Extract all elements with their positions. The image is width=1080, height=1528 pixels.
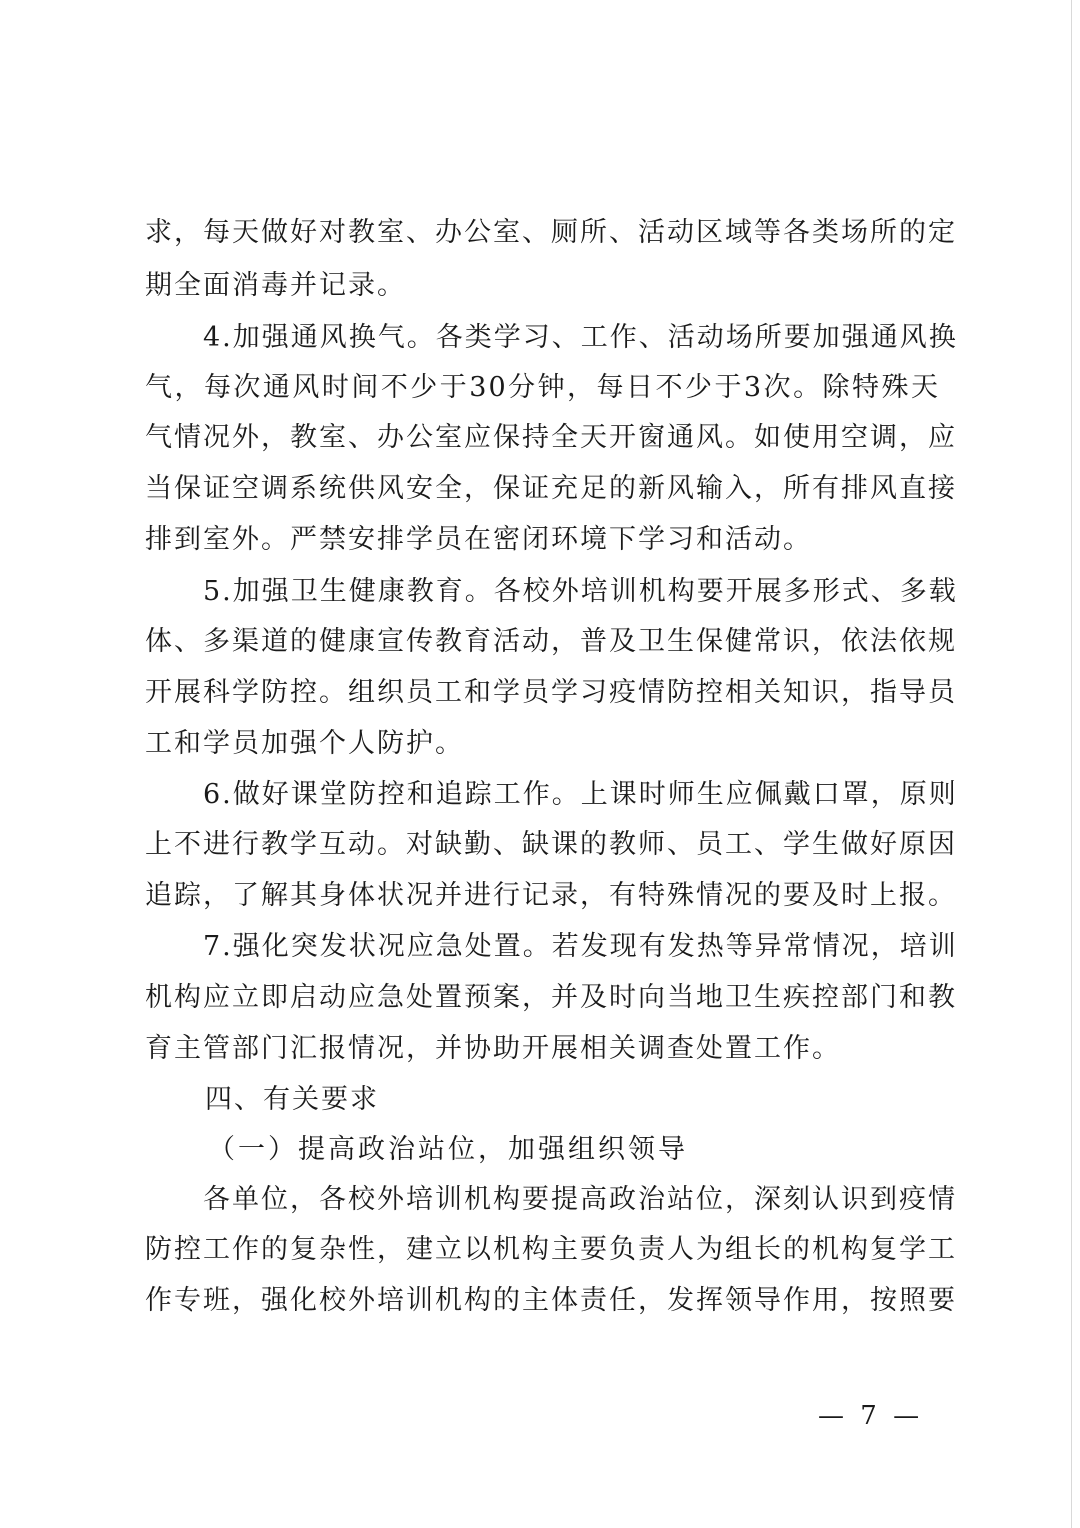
text-line: 排到室外。严禁安排学员在密闭环境下学习和活动。	[145, 524, 812, 555]
page-number: — 7 —	[818, 1401, 924, 1431]
text-line: 气情况外，教室、办公室应保持全天开窗通风。如使用空调，应	[145, 422, 957, 453]
page-edge	[1071, 0, 1072, 1528]
text-line: 作专班，强化校外培训机构的主体责任，发挥领导作用，按照要	[145, 1285, 957, 1316]
subsection-heading: （一）提高政治站位，加强组织领导	[208, 1134, 688, 1165]
text-line: 防控工作的复杂性，建立以机构主要负责人为组长的机构复学工	[145, 1234, 957, 1265]
text-line: 6.做好课堂防控和追踪工作。上课时师生应佩戴口罩，原则	[203, 779, 958, 810]
text-line: 求，每天做好对教室、办公室、厕所、活动区域等各类场所的定	[145, 217, 957, 248]
text-line: 开展科学防控。组织员工和学员学习疫情防控相关知识，指导员	[145, 677, 957, 708]
text-line: 追踪，了解其身体状况并进行记录，有特殊情况的要及时上报。	[145, 880, 957, 911]
text-line: 期全面消毒并记录。	[145, 270, 406, 301]
text-line: 7.强化突发状况应急处置。若发现有发热等异常情况，培训	[203, 931, 958, 962]
text-line: 工和学员加强个人防护。	[145, 728, 464, 759]
section-heading: 四、有关要求	[205, 1084, 379, 1115]
text-line: 育主管部门汇报情况，并协助开展相关调查处置工作。	[145, 1033, 841, 1064]
text-line: 当保证空调系统供风安全，保证充足的新风输入，所有排风直接	[145, 473, 957, 504]
text-line: 体、多渠道的健康宣传教育活动，普及卫生保健常识，依法依规	[145, 626, 957, 657]
text-line: 4.加强通风换气。各类学习、工作、活动场所要加强通风换	[203, 322, 958, 353]
text-line: 机构应立即启动应急处置预案，并及时向当地卫生疾控部门和教	[145, 982, 957, 1013]
text-line: 5.加强卫生健康教育。各校外培训机构要开展多形式、多载	[203, 576, 958, 607]
text-line: 上不进行教学互动。对缺勤、缺课的教师、员工、学生做好原因	[145, 829, 957, 860]
text-line: 气，每次通风时间不少于30分钟，每日不少于3次。除特殊天	[145, 372, 940, 403]
text-line: 各单位，各校外培训机构要提高政治站位，深刻认识到疫情	[203, 1184, 957, 1215]
